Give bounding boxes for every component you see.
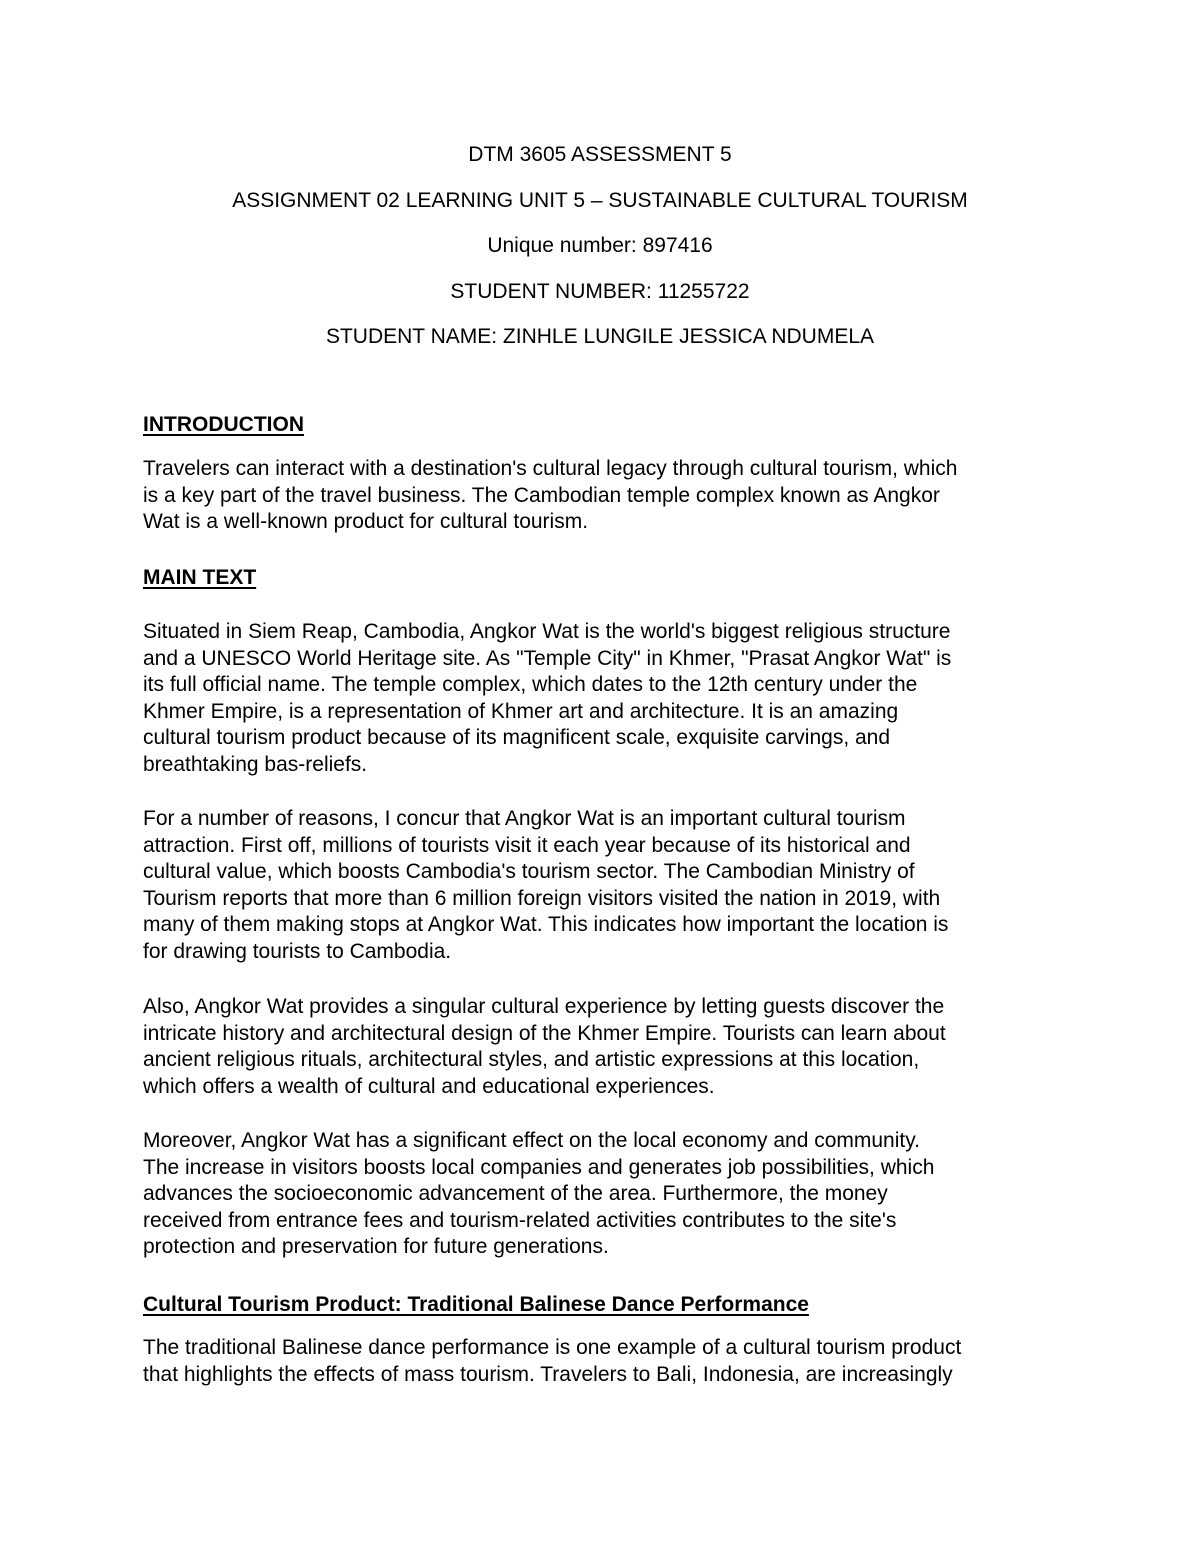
student-number: STUDENT NUMBER: 11255722: [450, 280, 750, 303]
paragraph-line: breathtaking bas-reliefs.: [143, 752, 368, 776]
paragraph-line: Travelers can interact with a destination's cultural legacy through cultural tourism, which: [143, 457, 958, 480]
balinese-paragraph: [143, 1335, 1063, 1388]
main-paragraph-4: [143, 1128, 1063, 1261]
paragraph-line: Wat is a well-known product for cultural tourism.: [143, 510, 589, 534]
main-paragraph-2: [143, 806, 1063, 966]
document-title: DTM 3605 ASSESSMENT 5: [468, 143, 732, 166]
paragraph-line: its full official name. The temple complex, which dates to the 12th century under the: [143, 673, 918, 697]
paragraph-line: received from entrance fees and tourism-related activities contributes to the site's: [143, 1208, 897, 1232]
paragraph-line: advances the socioeconomic advancement of the area. Furthermore, the money: [143, 1182, 888, 1206]
main-paragraph-1: [143, 619, 1063, 779]
paragraph-line: many of them making stops at Angkor Wat. This indicates how important the location is: [143, 913, 949, 937]
paragraph-line: Situated in Siem Reap, Cambodia, Angkor Wat is the world's biggest religious structure: [143, 620, 951, 643]
paragraph-line: Tourism reports that more than 6 million foreign visitors visited the nation in 2019, with: [143, 886, 941, 910]
assignment-title: ASSIGNMENT 02 LEARNING UNIT 5 – SUSTAINABLE CULTURAL TOURISM: [232, 189, 968, 212]
unique-number: Unique number: 897416: [487, 234, 713, 257]
main-text-heading: MAIN TEXT: [143, 566, 257, 589]
introduction-paragraph: [143, 456, 1063, 536]
paragraph-line: is a key part of the travel business. The Cambodian temple complex known as Angkor: [143, 483, 940, 507]
paragraph-line: which offers a wealth of cultural and educational experiences.: [143, 1074, 715, 1098]
paragraph-line: The traditional Balinese dance performance is one example of a cultural tourism product: [143, 1336, 962, 1359]
paragraph-line: cultural tourism product because of its magnificent scale, exquisite carvings, and: [143, 726, 891, 750]
paragraph-line: Khmer Empire, is a representation of Khmer art and architecture. It is an amazing: [143, 699, 899, 723]
paragraph-line: For a number of reasons, I concur that Angkor Wat is an important cultural tourism: [143, 807, 906, 830]
paragraph-line: for drawing tourists to Cambodia.: [143, 939, 452, 963]
main-paragraph-3: [143, 994, 1063, 1100]
paragraph-line: intricate history and architectural design of the Khmer Empire. Tourists can learn about: [143, 1021, 946, 1045]
paragraph-line: attraction. First off, millions of tourists visit it each year because of its historical and: [143, 833, 911, 857]
paragraph-line: and a UNESCO World Heritage site. As "Temple City" in Khmer, "Prasat Angkor Wat" is: [143, 646, 952, 670]
introduction-heading: INTRODUCTION: [143, 413, 304, 436]
paragraph-line: Moreover, Angkor Wat has a significant effect on the local economy and community.: [143, 1129, 921, 1152]
paragraph-line: that highlights the effects of mass tourism. Travelers to Bali, Indonesia, are increasingly: [143, 1362, 953, 1386]
paragraph-line: The increase in visitors boosts local companies and generates job possibilities, which: [143, 1155, 935, 1179]
paragraph-line: protection and preservation for future generations.: [143, 1235, 609, 1259]
paragraph-line: Also, Angkor Wat provides a singular cultural experience by letting guests discover the: [143, 995, 945, 1018]
student-name: STUDENT NAME: ZINHLE LUNGILE JESSICA NDUMELA: [325, 325, 875, 348]
paragraph-line: cultural value, which boosts Cambodia's tourism sector. The Cambodian Ministry of: [143, 860, 915, 884]
paragraph-line: ancient religious rituals, architectural styles, and artistic expressions at this location,: [143, 1048, 920, 1072]
balinese-heading: Cultural Tourism Product: Traditional Balinese Dance Performance: [143, 1293, 809, 1316]
